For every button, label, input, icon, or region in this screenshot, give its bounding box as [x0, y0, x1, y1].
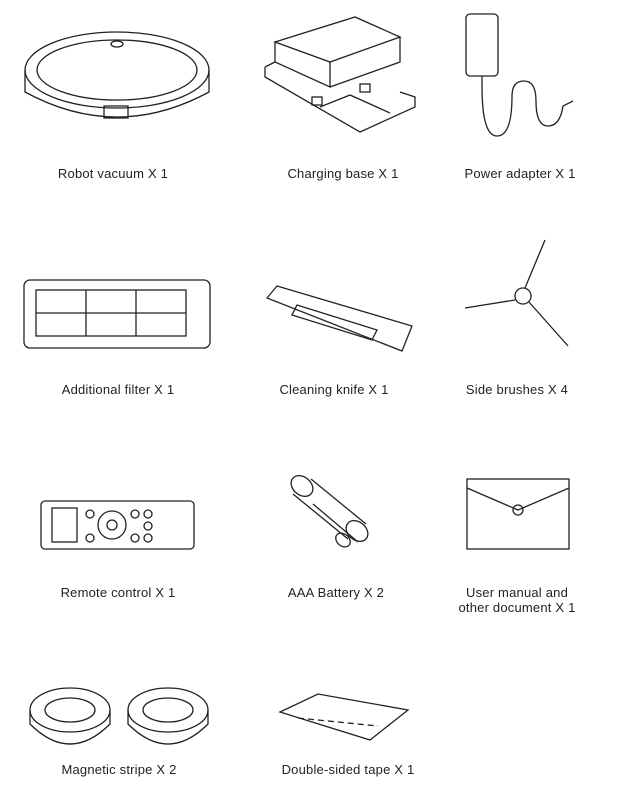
remote-control-illustration [40, 500, 195, 550]
magnetic-stripe-illustration [28, 682, 218, 752]
item-label-charging-base: Charging base X 1 [287, 166, 399, 181]
filter-illustration [22, 278, 212, 350]
item-label-battery: AAA Battery X 2 [287, 585, 385, 600]
power-adapter-illustration [460, 12, 580, 137]
item-label-magnetic-stripe: Magnetic stripe X 2 [61, 762, 177, 777]
tape-illustration [278, 692, 410, 742]
item-label-remote: Remote control X 1 [60, 585, 176, 600]
item-label-robot-vacuum: Robot vacuum X 1 [57, 166, 169, 181]
item-label-manual: User manual and [466, 585, 568, 600]
side-brush-illustration [463, 238, 583, 350]
item-label-manual-line2: other document X 1 [458, 600, 576, 615]
robot-vacuum-illustration [22, 30, 212, 125]
item-label-side-brushes: Side brushes X 4 [465, 382, 569, 397]
cleaning-knife-illustration [262, 283, 412, 353]
item-label-tape: Double-sided tape X 1 [281, 762, 415, 777]
user-manual-illustration [466, 478, 570, 550]
item-label-cleaning-knife: Cleaning knife X 1 [279, 382, 389, 397]
item-label-filter: Additional filter X 1 [61, 382, 175, 397]
item-label-power-adapter: Power adapter X 1 [464, 166, 576, 181]
charging-base-illustration [260, 12, 420, 137]
battery-illustration [283, 474, 383, 554]
